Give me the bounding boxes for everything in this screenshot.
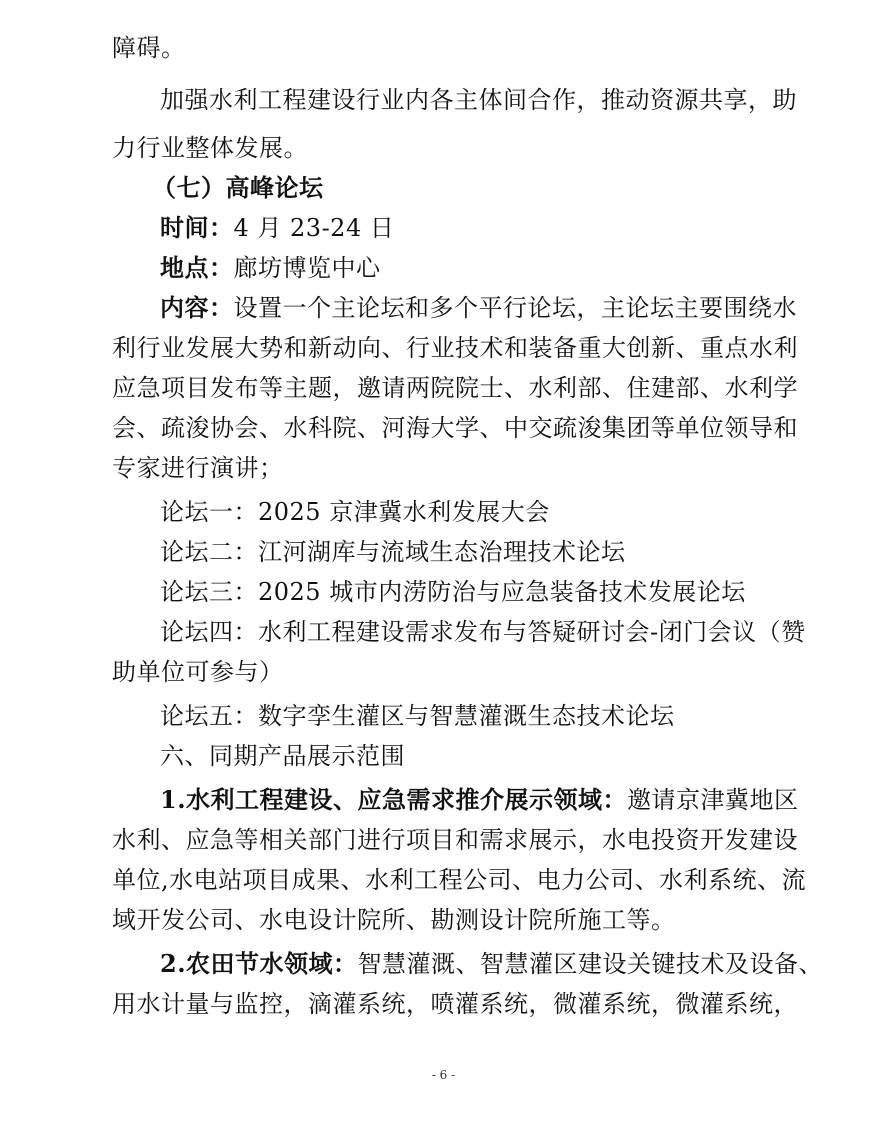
page-number: - 6 - (431, 1068, 456, 1082)
forum-item: 论坛五：数字孪生灌区与智慧灌溉生态技术论坛 (160, 702, 675, 730)
location-value: 廊坊博览中心 (233, 254, 381, 282)
section-heading: （七）高峰论坛 (152, 173, 324, 202)
category-label: 1.水利工程建设、应急需求推介展示领域： (160, 785, 628, 814)
text-line: 利行业发展大势和新动向、行业技术和装备重大创新、重点水利 (112, 334, 798, 362)
time-line (160, 208, 394, 248)
category-line (160, 944, 824, 984)
time-label: 时间： (160, 213, 234, 242)
category-label: 2.农田节水领域： (160, 949, 358, 978)
category-text: 邀请京津冀地区 (627, 786, 799, 814)
forum-item: 论坛四：水利工程建设需求发布与答疑研讨会-闭门会议（赞 (160, 618, 806, 646)
content-value: 设置一个主论坛和多个平行论坛，主论坛主要围绕水 (233, 294, 797, 322)
text-line: 加强水利工程建设行业内各主体间合作，推动资源共享，助 (160, 86, 797, 114)
text-line: 助单位可参与） (112, 658, 284, 686)
forum-item: 论坛三：2025 城市内涝防治与应急装备技术发展论坛 (160, 578, 746, 606)
forum-item: 论坛一：2025 京津冀水利发展大会 (160, 498, 550, 526)
category-line (160, 780, 799, 820)
location-label: 地点： (160, 253, 234, 282)
text-line: 用水计量与监控，滴灌系统，喷灌系统，微灌系统，微灌系统， (112, 990, 798, 1018)
text-line: 水利、应急等相关部门进行项目和需求展示，水电投资开发建设 (112, 826, 798, 854)
text-line: 单位,水电站项目成果、水利工程公司、电力公司、水利系统、流 (112, 866, 807, 894)
text-line: 域开发公司、水电设计院所、勘测设计院所施工等。 (112, 906, 676, 934)
text-line: 会、疏浚协会、水科院、河海大学、中交疏浚集团等单位领导和 (112, 414, 798, 442)
forum-item: 论坛二：江河湖库与流域生态治理技术论坛 (160, 538, 626, 566)
content-line (160, 288, 797, 328)
text-line: 力行业整体发展。 (112, 134, 308, 162)
content-label: 内容： (160, 293, 234, 322)
time-value: 4 月 23-24 日 (233, 214, 395, 242)
text-line: 障碍。 (112, 34, 186, 62)
location-line (160, 248, 381, 288)
text-line: 专家进行演讲； (112, 454, 284, 482)
section-heading: 六、同期产品展示范围 (160, 742, 405, 770)
category-text: 智慧灌溉、智慧灌区建设关键技术及设备、 (357, 950, 824, 978)
text-line: 应急项目发布等主题，邀请两院院士、水利部、住建部、水利学 (112, 374, 798, 402)
